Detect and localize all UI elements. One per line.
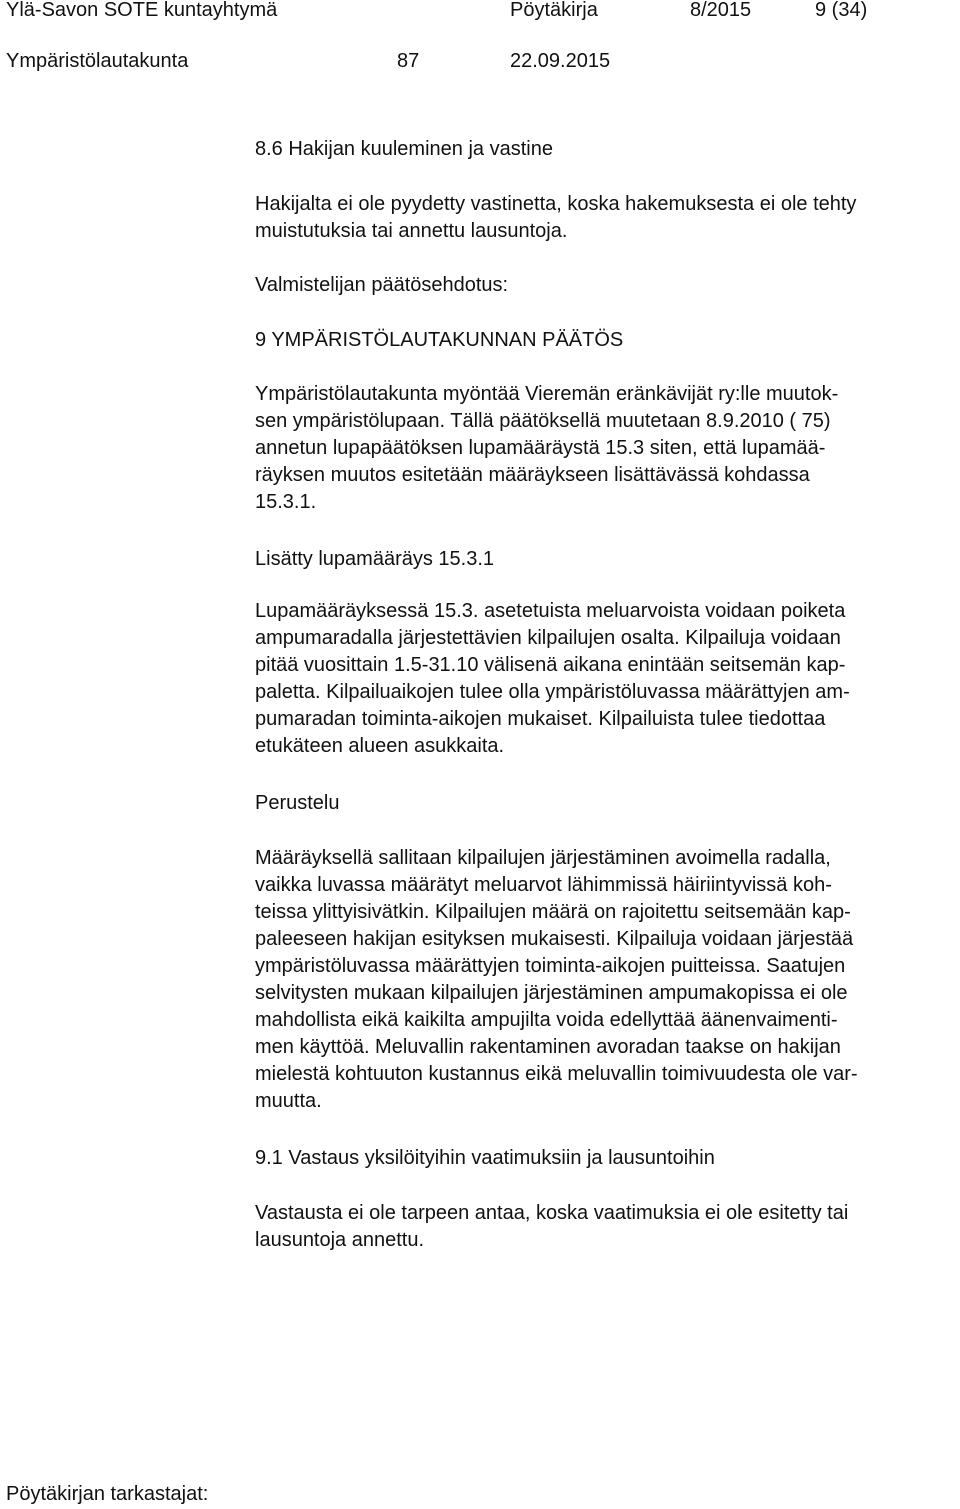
section-number: 87 (397, 50, 420, 72)
paragraph-line: paletta. Kilpailuaikojen tulee olla ympäristöluvassa määrättyjen am- (255, 681, 850, 703)
paragraph-line: ympäristöluvassa määrättyjen toiminta-aikojen puitteissa. Saatujen (255, 955, 846, 977)
committee-name: Ympäristölautakunta (6, 50, 189, 72)
paragraph-line: men käyttöä. Meluvallin rakentaminen avoradan taakse on hakijan (255, 1036, 841, 1058)
page-number: 9 (34) (815, 0, 868, 21)
hearing-paragraph (255, 191, 955, 245)
rationale-paragraph (255, 845, 955, 1115)
section-title: 8.6 Hakijan kuuleminen ja vastine (255, 138, 553, 160)
meeting-date: 22.09.2015 (510, 50, 611, 72)
response-heading: 9.1 Vastaus yksilöityihin vaatimuksiin ja lausuntoihin (255, 1147, 715, 1169)
paragraph-line: pumaradan toiminta-aikojen mukaiset. Kilpailuista tulee tiedottaa (255, 708, 826, 730)
paragraph-line: annetun lupapäätöksen lupamääräystä 15.3 siten, että lupamää- (255, 437, 826, 459)
paragraph-line: mielestä kohtuuton kustannus eikä meluvallin toimivuudesta ole var- (255, 1063, 858, 1085)
decision-heading: 9 YMPÄRISTÖLAUTAKUNNAN PÄÄTÖS (255, 329, 624, 351)
paragraph-line: pitää vuosittain 1.5-31.10 välisenä aikana enintään seitsemän kap- (255, 654, 846, 676)
paragraph-line: Määräyksellä sallitaan kilpailujen järjestäminen avoimella radalla, (255, 847, 831, 869)
paragraph-line: ampumaradalla järjestettävien kilpailujen osalta. Kilpailuja voidaan (255, 627, 841, 649)
paragraph-line: räyksen muutos esitetään määräykseen lisättävässä kohdassa (255, 464, 810, 486)
reviewers-label: Pöytäkirjan tarkastajat: (6, 1483, 209, 1505)
document-number: 8/2015 (690, 0, 752, 21)
paragraph-line: Ympäristölautakunta myöntää Vieremän eränkävijät ry:lle muutok- (255, 383, 839, 405)
rationale-label: Perustelu (255, 792, 340, 814)
organization-name: Ylä-Savon SOTE kuntayhtymä (6, 0, 278, 21)
paragraph-line: paleeseen hakijan esityksen mukaisesti. Kilpailuja voidaan järjestää (255, 928, 854, 950)
added-regulation-label: Lisätty lupamääräys 15.3.1 (255, 548, 495, 570)
proposal-label: Valmistelijan päätösehdotus: (255, 274, 509, 296)
paragraph-line: muutta. (255, 1090, 322, 1112)
paragraph-line: 15.3.1. (255, 491, 317, 513)
paragraph-line: muistutuksia tai annettu lausuntoja. (255, 220, 568, 242)
paragraph-line: Vastausta ei ole tarpeen antaa, koska vaatimuksia ei ole esitetty tai (255, 1202, 849, 1224)
paragraph-line: sen ympäristölupaan. Tällä päätöksellä muutetaan 8.9.2010 ( 75) (255, 410, 831, 432)
paragraph-line: vaikka luvassa määrätyt meluarvot lähimmissä häiriintyvissä koh- (255, 874, 832, 896)
decision-paragraph (255, 381, 955, 516)
paragraph-line: lausuntoja annettu. (255, 1229, 425, 1251)
document-type: Pöytäkirja (510, 0, 598, 21)
paragraph-line: Lupamääräyksessä 15.3. asetetuista meluarvoista voidaan poiketa (255, 600, 846, 622)
paragraph-line: Hakijalta ei ole pyydetty vastinetta, koska hakemuksesta ei ole tehty (255, 193, 857, 215)
paragraph-line: etukäteen alueen asukkaita. (255, 735, 505, 757)
paragraph-line: mahdollista eikä kaikilta ampujilta voida edellyttää äänenvaimenti- (255, 1009, 838, 1031)
added-regulation-paragraph (255, 598, 955, 760)
response-paragraph (255, 1200, 955, 1254)
paragraph-line: selvitysten mukaan kilpailujen järjestäminen ampumakopissa ei ole (255, 982, 848, 1004)
paragraph-line: teissa ylittyisivätkin. Kilpailujen määrä on rajoitettu seitsemään kap- (255, 901, 851, 923)
